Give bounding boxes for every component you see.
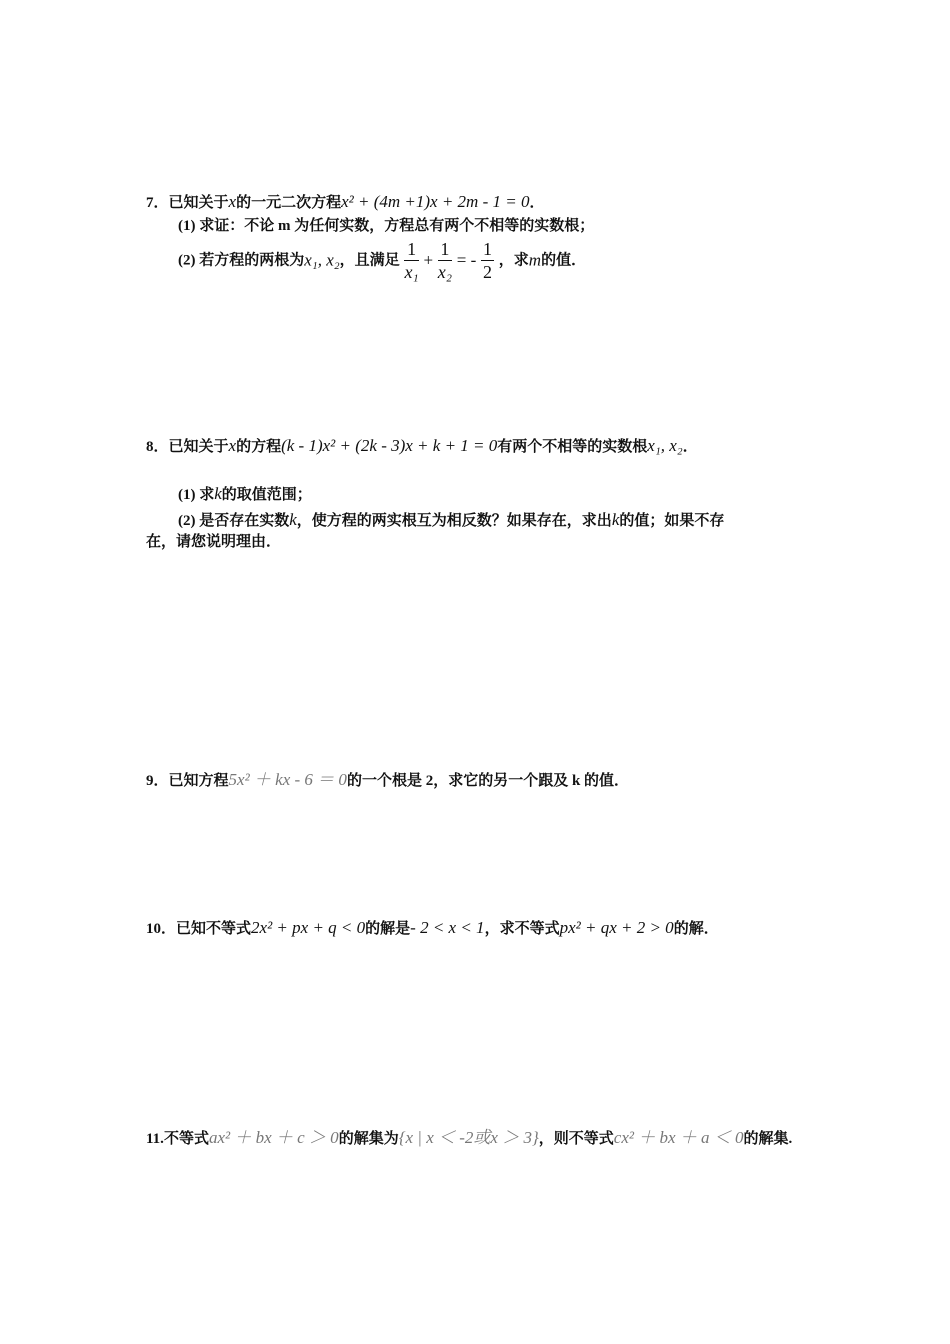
var-x: x <box>228 192 237 211</box>
q7-part2: (2) 若方程的两根为x₁, x₂，且满足 $\frac{1}{\text{x₁}}$ + $\frac{1}{\text{x₂}}$ = - $\frac{1}{2}$ ，求m的值． <box>178 239 587 282</box>
var-m: m <box>528 250 542 270</box>
q9-line: 9．已知方程5x² ＋ kx - 6 ＝ 0的一个根是 2，求它的另一个跟及 k 的值． <box>146 770 630 789</box>
var-k: k <box>214 484 222 503</box>
q9-number: 9． <box>146 773 169 789</box>
q7-part1: (1) 求证：不论 m 为任何实数，方程总有两个不相等的实数根； <box>178 218 595 234</box>
q8-part2: (2) 是否存在实数k，使方程的两实根互为相反数？如果存在，求出k的值；如果不存 <box>178 510 725 529</box>
q7-equation: x² + (4m +1)x + 2m - 1 = 0 <box>341 192 530 211</box>
q8-equation: (k - 1)x² + (2k - 3)x + k + 1 = 0 <box>281 436 498 455</box>
q8-number: 8． <box>146 439 169 455</box>
q7-roots: x₁, x₂ <box>304 250 340 270</box>
q8-part2-continued: 在，请您说明理由． <box>146 534 282 550</box>
q7-fraction-1: $\frac{1}{\text{x₁}}$ <box>404 239 419 282</box>
q11-solution-set: {x | x ＜ -2或x ＞ 3} <box>398 1128 539 1147</box>
q8-line1: 8．已知关于x的方程(k - 1)x² + (2k - 3)x + k + 1 = 0有两个不相等的实数根x₁, x₂． <box>146 436 698 455</box>
q7-number: 7． <box>146 195 169 211</box>
q10-inequality-1: 2x² + px + q < 0 <box>251 918 366 937</box>
q11-inequality-1: ax² ＋ bx ＋ c ＞ 0 <box>208 1128 339 1147</box>
q11-number: 11. <box>146 1131 164 1147</box>
var-k: k <box>611 510 620 529</box>
q10-solution: - 2 < x < 1 <box>410 918 485 937</box>
q7-fraction-2: $\frac{1}{\text{x₂}}$ <box>437 239 453 282</box>
q10-line: 10．已知不等式2x² + px + q < 0的解是- 2 < x < 1，求不等式px² + qx + 2 > 0的解． <box>146 918 719 937</box>
q8-roots: x₁, x₂ <box>647 436 683 455</box>
var-x: x <box>228 436 237 455</box>
q7-fraction-3: $\frac{1}{2}$ <box>483 239 493 282</box>
q7-line1: 7．已知关于x的一元二次方程x² + (4m +1)x + 2m - 1 = 0． <box>146 192 545 211</box>
q8-part1: (1) 求k的取值范围； <box>178 484 312 503</box>
q9-equation: 5x² ＋ kx - 6 ＝ 0 <box>228 770 347 789</box>
q10-number: 10． <box>146 921 177 937</box>
q10-inequality-2: px² + qx + 2 > 0 <box>559 918 674 937</box>
var-k: k <box>289 510 297 529</box>
q11-inequality-2: cx² ＋ bx ＋ a ＜ 0 <box>613 1128 744 1147</box>
q11-line: 11.不等式ax² ＋ bx ＋ c ＞ 0的解集为{x | x ＜ -2或x ＞ 3}，则不等式cx² ＋ bx ＋ a ＜ 0的解集. <box>146 1128 793 1147</box>
